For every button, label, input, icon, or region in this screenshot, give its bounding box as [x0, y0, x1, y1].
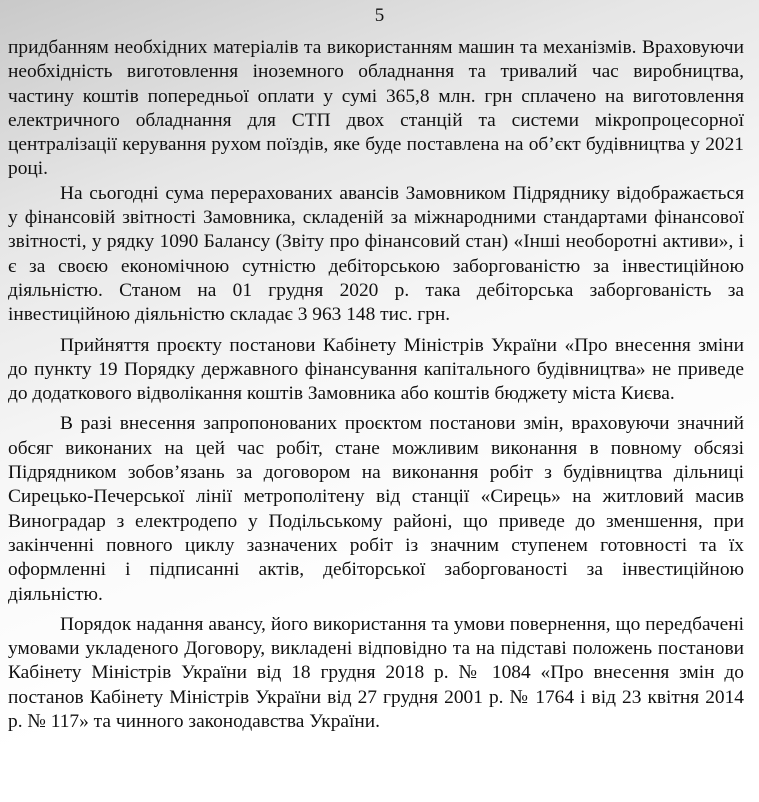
paragraph-advance-procedure: Порядок надання авансу, його використання та умови повернення, що передбачені умовами укладеного Договору, викладені відповідно та на підставі положень постанови Кабінету Міністрів України від 18 грудня 2018 р. № 1084 «Про внесення змін до постанов Кабінету Міністрів України від 27 грудня 2001 р. № 1764 і від 23 квітня 2014 р. № 117» та чинного законодавства України. [8, 613, 744, 733]
paragraph-advances-reporting: На сьогодні сума перерахованих авансів Замовником Підряднику відображається у фінансовій звітності Замовника, складеній за міжнародними стандартами фінансової звітності, у рядку 1090 Балансу (Звіту про фінансовий стан) «Інші необоротні активи», і є за своєю економічною сутністю дебіторською заборгованістю за інвестиційною діяльністю. Станом на 01 грудня 2020 р. така дебіторська заборгованість за інвестиційною діяльністю складає 3 963 148 тис. грн. [8, 182, 744, 326]
page-number: 5 [374, 5, 385, 26]
paragraph-resolution-adoption: Прийняття проєкту постанови Кабінету Міністрів України «Про внесення зміни до пункту 19 Порядку державного фінансування капітального будівництва» не приведе до додаткового відволікання коштів Замовника або коштів бюджету міста Києва. [8, 334, 744, 405]
paragraph-continuation: придбанням необхідних матеріалів та використанням машин та механізмів. Враховуючи необхідність виготовлення іноземного обладнання та тривалий час виробництва, частину коштів попередньої оплати у сумі 365,8 млн. грн сплачено на виготовлення електричного обладнання для СТП двох станцій та системи мікропроцесорної централізації керування рухом поїздів, яке буде поставлена на об’єкт будівництва у 2021 році. [8, 37, 744, 180]
document-body [8, 36, 744, 734]
paragraph-proposed-changes: В разі внесення запропонованих проєктом постанови змін, враховуючи значний обсяг виконаних на цей час робіт, стане можливим виконання в повному обсязі Підрядником зобов’язань за договором на виконання робіт з будівництва дільниці Сирецько-Печерської лінії метрополітену від станції «Сирець» на житловий масив Виноградар з електродепо у Подільському районі, що приведе до зменшення, при закінченні повного циклу зазначених робіт із значним ступенем готовності та їх оформленні і підписанні актів, дебіторської заборгованості за інвестиційною діяльністю. [8, 413, 744, 605]
